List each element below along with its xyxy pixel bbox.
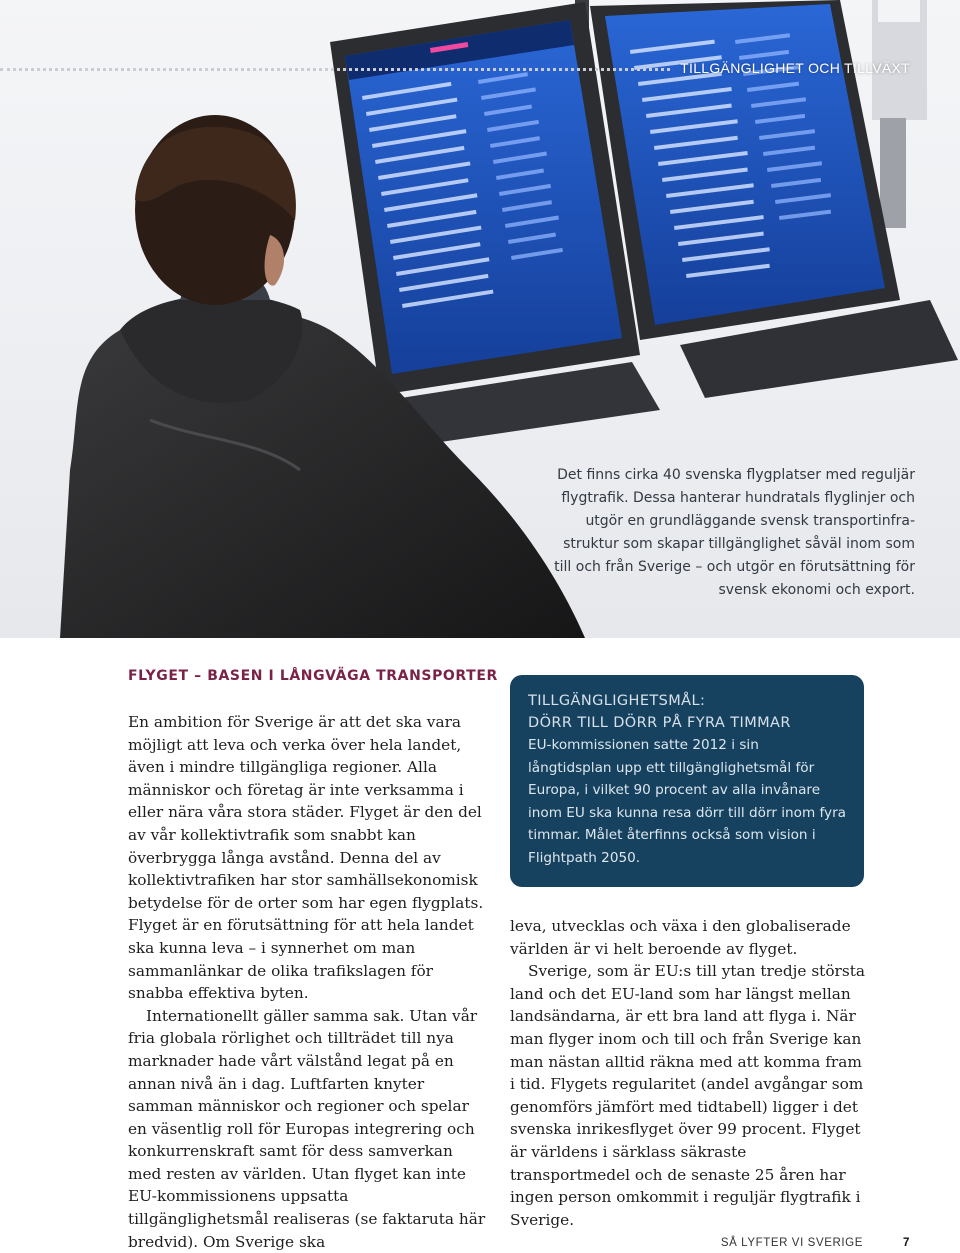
article-heading: FLYGET – BASEN I LÅNGVÄGA TRANSPORTER — [128, 668, 498, 684]
fact-box-body: EU-kommissionen satte 2012 i sin långtidsplan upp ett tillgänglighetsmål för Europa, i vilket 90 procent av alla invånare inom EU ska kunna resa dörr till dörr inom fyra timmar. Målet återfinns också som vision i Flightpath 2050. — [528, 737, 847, 866]
page-footer — [721, 1237, 910, 1249]
publication-title: SÅ LYFTER VI SVERIGE — [720, 1237, 863, 1249]
fact-box-title-line-2: DÖRR TILL DÖRR PÅ FYRA TIMMAR — [528, 715, 791, 731]
article-column-right — [510, 915, 868, 1231]
fact-box-title-line-1: TILLGÄNGLIGHETSMÅL: — [528, 693, 706, 709]
article-paragraph-2: Internationellt gäller samma sak. Utan vår fria globala rörlighet och tillträdet till nya marknader hade vårt välstånd legat på en annan nivå än i dag. Luftfarten knyter samman människor och regioner och spelar en väsentlig roll för Europas integrering och konkurrenskraft samt för dess samverkan med resten av världen. Utan flyget kan inte EU-kommissionens uppsatta tillgänglighetsmål realiseras (se faktaruta här bredvid). Om Sverige ska — [128, 1006, 486, 1251]
article-paragraph-1: En ambition för Sverige är att det ska vara möjligt att leva och verka över hela landet, även i mindre tillgängliga regioner. Alla människor och företag är inte verksamma i eller nära våra stora städer. Flyget är den del av vår kollektivtrafik som snabbt kan överbrygga långa avstånd. Denna del av kollektivtrafiken har stor samhällsekonomisk betydelse för de orter som har egen flygplats. Flyget är en förutsättning för att hela landet ska kunna leva – i synnerhet om man sammanlänkar de olika trafikslagen för snabba effektiva byten. — [128, 713, 484, 1003]
section-label: TILLGÄNGLIGHET OCH TILLVÄXT — [680, 60, 910, 76]
fact-box — [510, 675, 864, 887]
page-number: 7 — [903, 1237, 910, 1249]
photo-caption — [545, 464, 915, 602]
article-paragraph-3: leva, utvecklas och växa i den globaliserade världen är vi helt beroende av flyget. — [510, 917, 851, 958]
article-column-left — [128, 711, 486, 1253]
dotted-header-rule — [0, 68, 670, 71]
article-paragraph-4: Sverige, som är EU:s till ytan tredje största land och det EU-land som har längst mellan landsändarna, är ett bra land att flyga i. När man flyger inom och till och från Sverige kan man nästan alltid räkna med att komma fram i tid. Flygets regularitet (andel avgångar som genomförs jämfört med tidtabell) ligger i det svenska inrikesflyget över 99 procent. Flyget är världens i särklass säkraste transportmedel och de senaste 25 åren har ingen person omkommit i reguljär flygtrafik i Sverige. — [510, 962, 865, 1229]
photo-caption-text: Det finns cirka 40 svenska flygplatser med reguljär flygtrafik. Dessa hanterar hundratals flyglinjer och utgör en grundläggande svensk transportinfra-struktur som skapar tillgänglighet såväl inom som till och från Sverige – och utgör en förutsättning för svensk ekonomi och export. — [554, 467, 915, 598]
